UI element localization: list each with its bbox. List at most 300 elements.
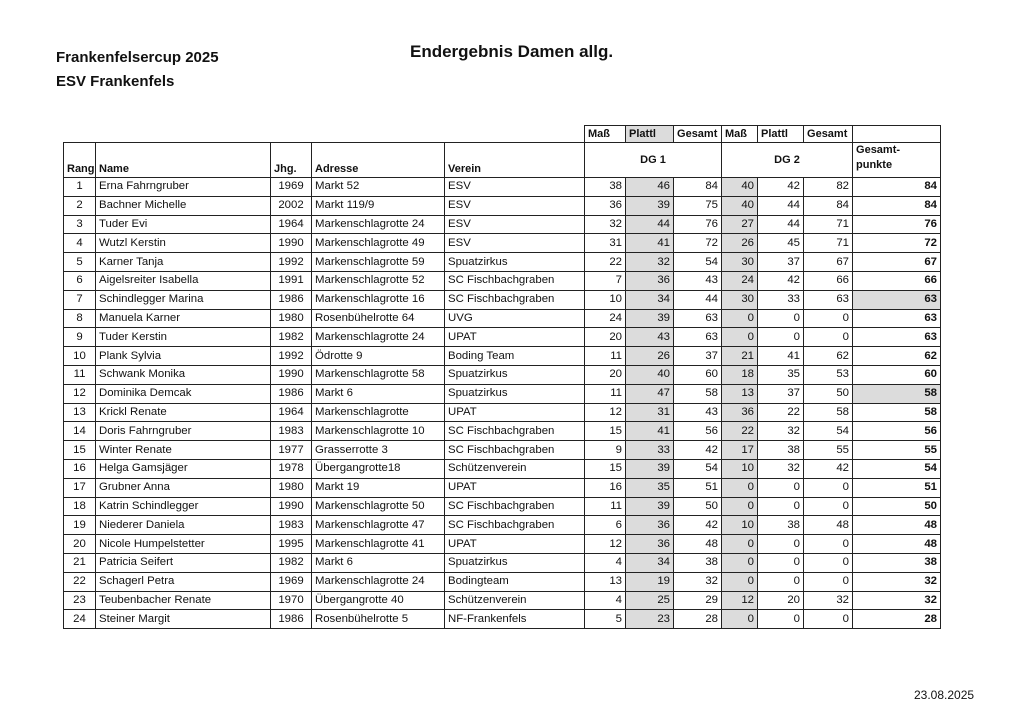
dg1-mass-cell: 11	[585, 384, 626, 403]
dg1-mass-cell: 15	[585, 459, 626, 478]
dg1-total-cell: 42	[674, 441, 722, 460]
club-cell: UVG	[445, 309, 585, 328]
dg1-total-cell: 29	[674, 591, 722, 610]
table-row	[64, 478, 941, 497]
address-cell: Rosenbühelrotte 5	[312, 610, 445, 629]
year-cell: 1978	[271, 459, 312, 478]
dg1-mass-cell: 12	[585, 403, 626, 422]
year-cell: 1980	[271, 478, 312, 497]
rank-cell: 23	[64, 591, 96, 610]
dg1-plattl-cell: 31	[626, 403, 674, 422]
year-cell: 1977	[271, 441, 312, 460]
dg2-plattl-cell: 37	[758, 253, 804, 272]
dg1-mass-cell: 16	[585, 478, 626, 497]
dg1-total-cell: 48	[674, 535, 722, 554]
event-title: Frankenfelsercup 2025	[56, 49, 219, 66]
club-cell: ESV	[445, 196, 585, 215]
name-cell: Manuela Karner	[96, 309, 271, 328]
name-cell: Teubenbacher Renate	[96, 591, 271, 610]
name-cell: Plank Sylvia	[96, 347, 271, 366]
dg2-total-cell: 0	[804, 497, 853, 516]
club-cell: SC Fischbachgraben	[445, 441, 585, 460]
table-row	[64, 516, 941, 535]
dg1-total-cell: 50	[674, 497, 722, 516]
club-cell: UPAT	[445, 403, 585, 422]
year-cell: 1964	[271, 215, 312, 234]
header-row-main	[64, 143, 941, 178]
name-cell: Schindlegger Marina	[96, 290, 271, 309]
dg2-plattl-cell: 38	[758, 516, 804, 535]
dg2-mass-cell: 0	[722, 478, 758, 497]
dg2-plattl-cell: 0	[758, 610, 804, 629]
name-cell: Krickl Renate	[96, 403, 271, 422]
dg2-plattl-cell: 37	[758, 384, 804, 403]
dg2-total-cell: 71	[804, 215, 853, 234]
year-cell: 1990	[271, 365, 312, 384]
dg2-total-cell: 54	[804, 422, 853, 441]
dg1-total-cell: 72	[674, 234, 722, 253]
name-cell: Schwank Monika	[96, 365, 271, 384]
dg2-mass-cell: 0	[722, 309, 758, 328]
name-cell: Nicole Humpelstetter	[96, 535, 271, 554]
table-row	[64, 365, 941, 384]
overall-points-cell: 48	[853, 516, 941, 535]
dg2-total-cell: 32	[804, 591, 853, 610]
name-cell: Helga Gamsjäger	[96, 459, 271, 478]
dg2-mass-cell: 30	[722, 253, 758, 272]
dg2-total-cell: 58	[804, 403, 853, 422]
col-header-plattl-dg2: Plattl	[758, 126, 804, 143]
dg2-plattl-cell: 0	[758, 553, 804, 572]
club-cell: ESV	[445, 234, 585, 253]
address-cell: Übergangrotte18	[312, 459, 445, 478]
table-row	[64, 253, 941, 272]
rank-cell: 24	[64, 610, 96, 629]
year-cell: 1986	[271, 384, 312, 403]
dg2-total-cell: 67	[804, 253, 853, 272]
club-cell: ESV	[445, 215, 585, 234]
table-row	[64, 497, 941, 516]
dg1-mass-cell: 10	[585, 290, 626, 309]
dg2-mass-cell: 12	[722, 591, 758, 610]
dg1-plattl-cell: 39	[626, 196, 674, 215]
rank-cell: 19	[64, 516, 96, 535]
address-cell: Grasserrotte 3	[312, 441, 445, 460]
table-row	[64, 422, 941, 441]
dg1-plattl-cell: 23	[626, 610, 674, 629]
dg2-mass-cell: 17	[722, 441, 758, 460]
dg1-total-cell: 63	[674, 309, 722, 328]
name-cell: Katrin Schindlegger	[96, 497, 271, 516]
overall-points-cell: 56	[853, 422, 941, 441]
dg1-plattl-cell: 35	[626, 478, 674, 497]
dg2-total-cell: 62	[804, 347, 853, 366]
address-cell: Markenschlagrotte 49	[312, 234, 445, 253]
dg2-mass-cell: 22	[722, 422, 758, 441]
overall-points-cell: 50	[853, 497, 941, 516]
gesamtpunkte-line-1: Gesamt-	[856, 144, 901, 156]
overall-points-cell: 55	[853, 441, 941, 460]
gesamtpunkte-line-2: punkte	[856, 159, 893, 171]
dg1-total-cell: 54	[674, 253, 722, 272]
address-cell: Markt 6	[312, 384, 445, 403]
dg2-total-cell: 63	[804, 290, 853, 309]
dg1-plattl-cell: 40	[626, 365, 674, 384]
dg2-mass-cell: 21	[722, 347, 758, 366]
overall-points-cell: 62	[853, 347, 941, 366]
year-cell: 1982	[271, 328, 312, 347]
club-cell: NF-Frankenfels	[445, 610, 585, 629]
rank-cell: 10	[64, 347, 96, 366]
dg2-total-cell: 0	[804, 535, 853, 554]
overall-points-cell: 84	[853, 196, 941, 215]
table-row	[64, 234, 941, 253]
rank-cell: 22	[64, 572, 96, 591]
overall-points-cell: 48	[853, 535, 941, 554]
club-name: ESV Frankenfels	[56, 73, 175, 90]
dg2-plattl-cell: 0	[758, 309, 804, 328]
dg1-plattl-cell: 34	[626, 290, 674, 309]
club-cell: UPAT	[445, 478, 585, 497]
col-header-mass-dg2: Maß	[722, 126, 758, 143]
dg2-plattl-cell: 0	[758, 328, 804, 347]
table-row	[64, 178, 941, 197]
address-cell: Markenschlagrotte 24	[312, 572, 445, 591]
year-cell: 1983	[271, 516, 312, 535]
group-header-dg1: DG 1	[585, 143, 722, 178]
overall-points-cell: 76	[853, 215, 941, 234]
page-title: Endergebnis Damen allg.	[410, 42, 614, 61]
name-cell: Grubner Anna	[96, 478, 271, 497]
dg1-plattl-cell: 46	[626, 178, 674, 197]
overall-points-cell: 84	[853, 178, 941, 197]
dg1-mass-cell: 9	[585, 441, 626, 460]
dg1-plattl-cell: 41	[626, 422, 674, 441]
rank-cell: 17	[64, 478, 96, 497]
overall-points-cell: 32	[853, 591, 941, 610]
club-cell: Boding Team	[445, 347, 585, 366]
dg2-mass-cell: 26	[722, 234, 758, 253]
dg1-total-cell: 28	[674, 610, 722, 629]
address-cell: Markenschlagrotte 16	[312, 290, 445, 309]
rank-cell: 3	[64, 215, 96, 234]
club-cell: Bodingteam	[445, 572, 585, 591]
year-cell: 1983	[271, 422, 312, 441]
year-cell: 1980	[271, 309, 312, 328]
dg2-total-cell: 0	[804, 328, 853, 347]
dg1-mass-cell: 4	[585, 591, 626, 610]
dg1-mass-cell: 7	[585, 271, 626, 290]
address-cell: Markenschlagrotte 52	[312, 271, 445, 290]
dg1-total-cell: 56	[674, 422, 722, 441]
col-header-mass-dg1: Maß	[585, 126, 626, 143]
rank-cell: 5	[64, 253, 96, 272]
dg2-plattl-cell: 32	[758, 459, 804, 478]
dg1-plattl-cell: 44	[626, 215, 674, 234]
address-cell: Markt 119/9	[312, 196, 445, 215]
name-cell: Bachner Michelle	[96, 196, 271, 215]
address-cell: Markt 6	[312, 553, 445, 572]
table-row	[64, 384, 941, 403]
rank-cell: 16	[64, 459, 96, 478]
rank-cell: 18	[64, 497, 96, 516]
dg1-plattl-cell: 43	[626, 328, 674, 347]
club-cell: SC Fischbachgraben	[445, 422, 585, 441]
dg1-mass-cell: 4	[585, 553, 626, 572]
name-cell: Doris Fahrngruber	[96, 422, 271, 441]
dg1-total-cell: 75	[674, 196, 722, 215]
table-row	[64, 535, 941, 554]
rank-cell: 12	[64, 384, 96, 403]
dg2-mass-cell: 10	[722, 459, 758, 478]
col-header-blank	[853, 126, 941, 143]
address-cell: Rosenbühelrotte 64	[312, 309, 445, 328]
dg2-total-cell: 50	[804, 384, 853, 403]
dg2-total-cell: 82	[804, 178, 853, 197]
address-cell: Markenschlagrotte 47	[312, 516, 445, 535]
table-row	[64, 196, 941, 215]
print-date: 23.08.2025	[914, 688, 975, 702]
overall-points-cell: 63	[853, 309, 941, 328]
club-cell: ESV	[445, 178, 585, 197]
dg2-total-cell: 84	[804, 196, 853, 215]
dg2-total-cell: 0	[804, 610, 853, 629]
year-cell: 1992	[271, 347, 312, 366]
dg2-mass-cell: 0	[722, 328, 758, 347]
col-header-adresse: Adresse	[312, 143, 445, 178]
name-cell: Steiner Margit	[96, 610, 271, 629]
dg1-plattl-cell: 26	[626, 347, 674, 366]
dg1-total-cell: 43	[674, 271, 722, 290]
dg2-plattl-cell: 42	[758, 178, 804, 197]
dg1-total-cell: 44	[674, 290, 722, 309]
rank-cell: 8	[64, 309, 96, 328]
dg2-mass-cell: 24	[722, 271, 758, 290]
dg1-total-cell: 51	[674, 478, 722, 497]
dg2-total-cell: 55	[804, 441, 853, 460]
club-cell: Schützenverein	[445, 591, 585, 610]
club-cell: Spuatzirkus	[445, 365, 585, 384]
dg1-mass-cell: 31	[585, 234, 626, 253]
dg2-plattl-cell: 32	[758, 422, 804, 441]
dg2-mass-cell: 10	[722, 516, 758, 535]
year-cell: 1986	[271, 290, 312, 309]
dg2-mass-cell: 0	[722, 497, 758, 516]
year-cell: 1969	[271, 178, 312, 197]
club-cell: UPAT	[445, 328, 585, 347]
dg1-total-cell: 84	[674, 178, 722, 197]
overall-points-cell: 58	[853, 384, 941, 403]
year-cell: 1995	[271, 535, 312, 554]
address-cell: Markenschlagrotte 24	[312, 328, 445, 347]
name-cell: Patricia Seifert	[96, 553, 271, 572]
name-cell: Aigelsreiter Isabella	[96, 271, 271, 290]
table-row	[64, 553, 941, 572]
overall-points-cell: 38	[853, 553, 941, 572]
address-cell: Markenschlagrotte 59	[312, 253, 445, 272]
dg1-total-cell: 58	[674, 384, 722, 403]
dg2-mass-cell: 0	[722, 553, 758, 572]
overall-points-cell: 54	[853, 459, 941, 478]
results-table	[63, 125, 941, 629]
name-cell: Tuder Kerstin	[96, 328, 271, 347]
col-header-jhg: Jhg.	[271, 143, 312, 178]
year-cell: 1990	[271, 497, 312, 516]
table-row	[64, 309, 941, 328]
dg2-mass-cell: 0	[722, 572, 758, 591]
table-row	[64, 403, 941, 422]
dg2-plattl-cell: 0	[758, 497, 804, 516]
rank-cell: 14	[64, 422, 96, 441]
col-header-gesamt-dg2: Gesamt	[804, 126, 853, 143]
dg1-mass-cell: 32	[585, 215, 626, 234]
year-cell: 1964	[271, 403, 312, 422]
dg1-mass-cell: 15	[585, 422, 626, 441]
dg1-plattl-cell: 34	[626, 553, 674, 572]
name-cell: Schagerl Petra	[96, 572, 271, 591]
dg1-plattl-cell: 41	[626, 234, 674, 253]
dg2-mass-cell: 30	[722, 290, 758, 309]
dg2-total-cell: 48	[804, 516, 853, 535]
dg2-mass-cell: 18	[722, 365, 758, 384]
table-row	[64, 215, 941, 234]
dg2-mass-cell: 0	[722, 535, 758, 554]
overall-points-cell: 58	[853, 403, 941, 422]
dg2-plattl-cell: 20	[758, 591, 804, 610]
table-row	[64, 459, 941, 478]
name-cell: Wutzl Kerstin	[96, 234, 271, 253]
rank-cell: 1	[64, 178, 96, 197]
overall-points-cell: 28	[853, 610, 941, 629]
dg1-plattl-cell: 33	[626, 441, 674, 460]
dg2-total-cell: 71	[804, 234, 853, 253]
rank-cell: 13	[64, 403, 96, 422]
dg1-total-cell: 38	[674, 553, 722, 572]
dg1-mass-cell: 13	[585, 572, 626, 591]
club-cell: Spuatzirkus	[445, 553, 585, 572]
table-row	[64, 347, 941, 366]
dg2-total-cell: 53	[804, 365, 853, 384]
address-cell: Markenschlagrotte 10	[312, 422, 445, 441]
rank-cell: 2	[64, 196, 96, 215]
club-cell: Schützenverein	[445, 459, 585, 478]
year-cell: 1991	[271, 271, 312, 290]
dg2-plattl-cell: 0	[758, 535, 804, 554]
address-cell: Übergangrotte 40	[312, 591, 445, 610]
address-cell: Markenschlagrotte 58	[312, 365, 445, 384]
dg2-mass-cell: 36	[722, 403, 758, 422]
overall-points-cell: 60	[853, 365, 941, 384]
dg2-mass-cell: 40	[722, 178, 758, 197]
dg1-mass-cell: 38	[585, 178, 626, 197]
dg1-plattl-cell: 39	[626, 309, 674, 328]
dg1-mass-cell: 11	[585, 497, 626, 516]
dg2-total-cell: 42	[804, 459, 853, 478]
dg2-plattl-cell: 45	[758, 234, 804, 253]
col-header-gesamtpunkte	[853, 143, 941, 178]
col-header-plattl-dg1: Plattl	[626, 126, 674, 143]
rank-cell: 6	[64, 271, 96, 290]
rank-cell: 20	[64, 535, 96, 554]
year-cell: 1982	[271, 553, 312, 572]
address-cell: Markt 19	[312, 478, 445, 497]
rank-cell: 9	[64, 328, 96, 347]
dg1-total-cell: 32	[674, 572, 722, 591]
dg2-plattl-cell: 35	[758, 365, 804, 384]
dg1-plattl-cell: 39	[626, 459, 674, 478]
club-cell: SC Fischbachgraben	[445, 516, 585, 535]
overall-points-cell: 63	[853, 290, 941, 309]
dg1-plattl-cell: 36	[626, 535, 674, 554]
name-cell: Tuder Evi	[96, 215, 271, 234]
club-cell: Spuatzirkus	[445, 384, 585, 403]
col-header-name: Name	[96, 143, 271, 178]
table-row	[64, 572, 941, 591]
table-row	[64, 441, 941, 460]
overall-points-cell: 67	[853, 253, 941, 272]
dg1-plattl-cell: 19	[626, 572, 674, 591]
dg1-total-cell: 63	[674, 328, 722, 347]
dg1-plattl-cell: 25	[626, 591, 674, 610]
header-row-top	[64, 126, 941, 143]
dg1-total-cell: 43	[674, 403, 722, 422]
dg2-plattl-cell: 42	[758, 271, 804, 290]
dg1-mass-cell: 24	[585, 309, 626, 328]
col-header-rang: Rang	[64, 143, 96, 178]
address-cell: Markt 52	[312, 178, 445, 197]
dg2-mass-cell: 27	[722, 215, 758, 234]
name-cell: Karner Tanja	[96, 253, 271, 272]
table-row	[64, 328, 941, 347]
dg1-mass-cell: 5	[585, 610, 626, 629]
year-cell: 1990	[271, 234, 312, 253]
year-cell: 1969	[271, 572, 312, 591]
dg2-plattl-cell: 0	[758, 572, 804, 591]
name-cell: Erna Fahrngruber	[96, 178, 271, 197]
dg2-plattl-cell: 41	[758, 347, 804, 366]
rank-cell: 15	[64, 441, 96, 460]
group-header-dg2: DG 2	[722, 143, 853, 178]
dg1-plattl-cell: 32	[626, 253, 674, 272]
name-cell: Niederer Daniela	[96, 516, 271, 535]
dg1-total-cell: 37	[674, 347, 722, 366]
year-cell: 1970	[271, 591, 312, 610]
rank-cell: 21	[64, 553, 96, 572]
address-cell: Markenschlagrotte 24	[312, 215, 445, 234]
dg1-mass-cell: 20	[585, 328, 626, 347]
dg1-total-cell: 60	[674, 365, 722, 384]
dg2-total-cell: 0	[804, 553, 853, 572]
dg1-plattl-cell: 36	[626, 516, 674, 535]
dg2-total-cell: 66	[804, 271, 853, 290]
dg2-total-cell: 0	[804, 478, 853, 497]
table-row	[64, 290, 941, 309]
name-cell: Dominika Demcak	[96, 384, 271, 403]
dg1-mass-cell: 12	[585, 535, 626, 554]
dg2-plattl-cell: 44	[758, 215, 804, 234]
overall-points-cell: 51	[853, 478, 941, 497]
dg2-plattl-cell: 38	[758, 441, 804, 460]
year-cell: 2002	[271, 196, 312, 215]
address-cell: Markenschlagrotte	[312, 403, 445, 422]
col-header-gesamt-dg1: Gesamt	[674, 126, 722, 143]
table-row	[64, 591, 941, 610]
dg1-plattl-cell: 47	[626, 384, 674, 403]
club-cell: SC Fischbachgraben	[445, 271, 585, 290]
dg1-plattl-cell: 39	[626, 497, 674, 516]
address-cell: Markenschlagrotte 41	[312, 535, 445, 554]
dg1-total-cell: 76	[674, 215, 722, 234]
